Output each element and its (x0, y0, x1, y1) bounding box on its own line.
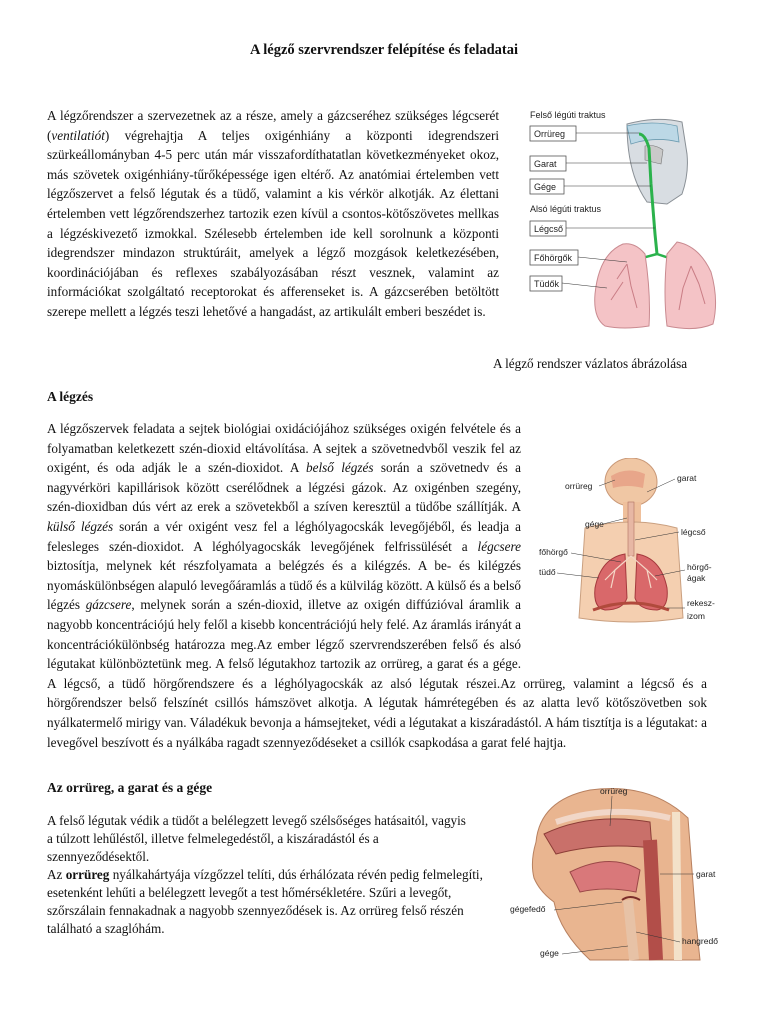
intro-italic-ventilatio: ventilatiót (51, 127, 105, 143)
s1-italic-legcsere: légcsere (477, 538, 521, 554)
s2-text-post: nyálkahártyája vízgőzzel telíti, dús érhálózata révén pedig felmelegíti, esetenként lehűti a belélegzett levegőt a test hőmérsékletére. Szűri a levegőt, szőrszálain fennakadnak a nagyobb szennyeződések is. Az orrüreg felső részén található a szaglóhám. (47, 867, 483, 936)
s1-italic-kulso: külső légzés (47, 518, 114, 534)
fig2-label-main-bronchus: főhörgő (539, 547, 568, 557)
svg-text:Légcső: Légcső (534, 224, 564, 234)
label-lower-tract: Alsó légúti traktus (530, 204, 602, 214)
fig3-label-larynx: gége (540, 948, 559, 958)
s1-text-a: A légzőszervek feladata a sejtek biológiai oxidációjához szükséges oxigén felvétele és a folyamatban keletkezett szén-dioxid eltávolítása. A sejtek a szövetnedvből veszik fel az oxigént, és oda adják le a szén-dioxidot. A (47, 421, 521, 476)
trachea-shape (628, 502, 634, 556)
larynx-tube (628, 900, 634, 960)
pharynx-tube (650, 840, 656, 960)
fig2-label-trachea: légcső (681, 527, 706, 537)
fig2-label-bronchi-1: hörgő- (687, 562, 712, 572)
fig3-label-nasal: orrüreg (600, 786, 628, 796)
torso-anatomy-figure (535, 458, 725, 628)
label-box-trachea (530, 221, 655, 236)
label-box-nasal (530, 126, 639, 141)
s1-text-c: során a vér oxigént vesz fel a léghólyagocskák levegőjéből, és leadja a felesleges szén-dioxidot. A léghólyagocskák levegőjének felfrissülését a (47, 518, 521, 554)
s1-text-d: biztosítja, melynek két részfolyamata a belégzés és a kilégzés. A be- és kilégzés nyomáskülönbségen alapuló levegőáramlás a tüdő és a külvilág között. A külső és a belső légzés (47, 558, 521, 613)
page-title: A légző szervrendszer felépítése és feladatai (249, 42, 519, 58)
svg-text:Főhörgők: Főhörgők (534, 253, 573, 263)
fig3-label-pharynx: garat (696, 869, 716, 879)
left-lung (595, 244, 650, 328)
right-lung (665, 242, 716, 329)
fig3-label-vocal-cord: hangredő (682, 936, 718, 946)
spine (676, 812, 678, 960)
s2-text-1: A felső légutak védik a tüdőt a belélegzett levegő szélsőséges hatásaitól, vagyis a túlzott lehűléstől, illetve felmelegedéstől, a kiszáradástól és a szennyeződésektől. (47, 813, 466, 864)
s1-text-e: , melynek során a szén-dioxid, illetve az oxigén diffúzióval áramlik a nagyobb koncentrációjú hely felől a kisebb koncentrációjú hely felé. Az áramlás irányát a koncentrációkülönbség határozza meg.Az ember légző szervrendszerében felső és alsó légutakat különböztetünk meg. A felső légutakhoz tartozik az orrüreg, a garat és a gége. A légcső, a tüdő hörgőrendszere és a léghólyagocskák az alsó légutak részei.Az orrüreg, valamint a légcső és a hörgőrendszer belső felszínét csillós hámszövet alkotja. A légutak hámrétegében és az alatta levő kötőszövetben sok nyálkatermelő mirigy van. Váladékuk bevonja a hámsejteket, védi a légutakat a kiszáradástól. A hám tisztítja is a légutakat: a levegővel beszívott és a nyálkába ragadt szennyeződéseket a csillók csapkodása a garat felé hajtja. (47, 597, 708, 750)
svg-text:Orrüreg: Orrüreg (534, 129, 566, 139)
fig2-label-lung: tüdő (539, 567, 556, 577)
label-box-larynx (530, 179, 651, 194)
section2-paragraph-1 (47, 812, 472, 866)
head-section-figure (500, 782, 725, 962)
fig2-label-pharynx: garat (677, 473, 697, 483)
s1-text-b: során a szövetnedv és a nagyvérköri kapillárisok között cserélődnek a légzési gázok. Az oxigénben szegény, szén-dioxidban dús vért az erek a szövetekből a szíven keresztül a tüdőbe szállítják. A (47, 460, 521, 515)
fig2-label-nasal: orrüreg (565, 481, 593, 491)
respiratory-schematic-figure (527, 104, 727, 336)
intro-text-2: ) végrehajtja A teljes oxigénhiány a központi idegrendszeri szürkeállományban 4-5 perc után már visszafordíthatatlan következményeket okoz, más szövetek oxigénhiány-tűrőképessége igen eltérő. Az anatómiai értelemben vett légzőszervet a felső légutak és a tüdő, valamint a kis vérkör alkotják. Az élettani értelemben vett légzőrendszerhez tartozik ezen kívül a csontos-kötőszövetes mellkas a légzéskivezető izmokkal. Szélesebb értelemben ide kell sorolnunk a központi idegrendszer mindazon struktúráit, amelyek a légző mozgások keletkezésében, koordinációjában és reflexes szabályozásában részt vesznek, valamint az információkat szolgáltató receptorokat és afferenseket is. A gázcserében betöltött szerepe mellett a légzés teszi lehetővé a hangadást, az artikulált emberi beszédet is. (47, 127, 499, 319)
s2-text-pre: Az (47, 867, 66, 882)
fig2-label-diaphragm-2: izom (687, 611, 705, 621)
fig2-label-diaphragm-1: rekesz- (687, 598, 715, 608)
section2-paragraph-2 (47, 866, 487, 938)
svg-text:Garat: Garat (534, 159, 557, 169)
fig2-label-bronchi-2: ágak (687, 573, 706, 583)
svg-text:Gége: Gége (534, 182, 557, 192)
section-heading-orrureg: Az orrüreg, a garat és a gége (47, 780, 213, 795)
s2-bold-orrureg: orrüreg (65, 867, 110, 882)
label-upper-tract: Felső légúti traktus (530, 110, 606, 120)
svg-text:Tüdők: Tüdők (534, 279, 560, 289)
fig2-label-larynx: gége (585, 519, 604, 529)
intro-text-1: A légzőrendszer a szervezetnek az a része, amely a gázcseréhez szükséges légcserét ( (47, 108, 499, 143)
s1-italic-gazcsere: gázcsere (85, 597, 132, 613)
figure1-caption: A légző rendszer vázlatos ábrázolása (493, 356, 688, 371)
fig3-label-epiglottis: gégefedő (510, 904, 546, 914)
intro-paragraph (47, 106, 499, 322)
s1-italic-belso: belső légzés (306, 460, 374, 476)
section-heading-legzes: A légzés (47, 389, 94, 404)
